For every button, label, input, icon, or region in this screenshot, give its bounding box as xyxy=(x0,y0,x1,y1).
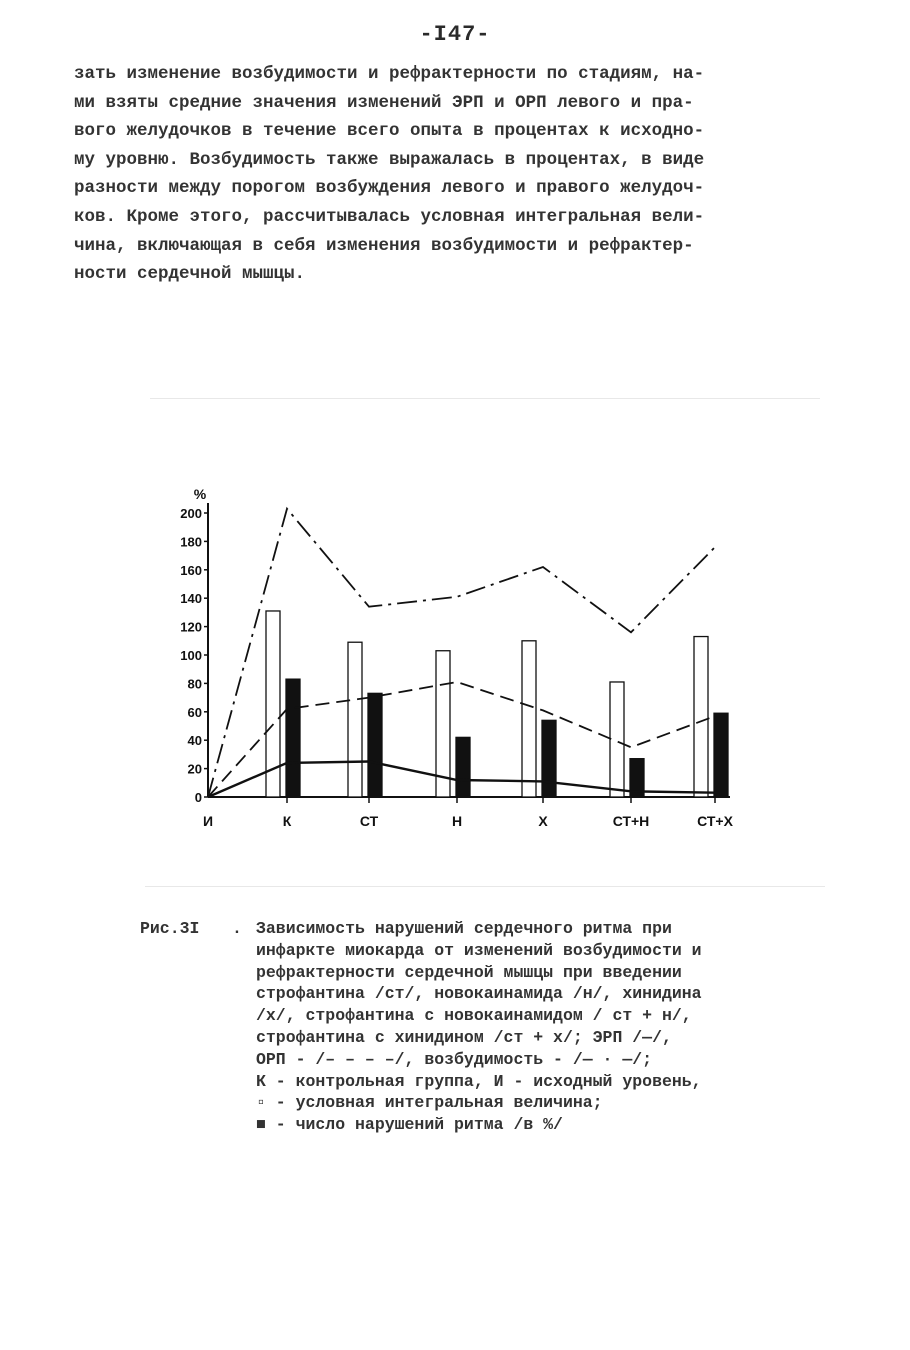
x-tick-label: СТ xyxy=(359,813,379,829)
caption-line: Зависимость нарушений сердечного ритма при xyxy=(256,919,672,938)
integral-value-bar xyxy=(348,642,362,797)
y-tick-label: 160 xyxy=(180,562,202,578)
x-axis xyxy=(203,797,734,829)
caption-line: строфантина /ст/, новокаинамида /н/, хинидина xyxy=(256,984,702,1004)
caption-line: рефрактерности сердечной мышцы при введении xyxy=(256,962,682,982)
integral-value-bar xyxy=(610,682,624,797)
body-line: разности между порогом возбуждения левого и правого желудоч- xyxy=(74,178,705,199)
x-tick-label: СТ+Н xyxy=(612,813,650,829)
body-line: чина, включающая в себя изменения возбудимости и рефрактер- xyxy=(74,235,694,256)
y-tick-label: 200 xyxy=(180,506,202,521)
integral-value-bar xyxy=(694,637,708,797)
arrhythmia-count-bar xyxy=(368,693,382,797)
body-line: вого желудочков в течение всего опыта в процентах к исходно- xyxy=(74,121,705,142)
bar-series xyxy=(266,611,728,797)
y-tick-label: 140 xyxy=(180,591,202,607)
x-tick-label: И xyxy=(202,813,214,829)
y-tick-label: 80 xyxy=(187,676,202,692)
x-tick-label: Н xyxy=(451,813,463,829)
caption-line: строфантина с хинидином /ст + х/; ЭРП /—/, xyxy=(256,1027,672,1047)
caption-line: инфаркте миокарда от изменений возбудимости и xyxy=(256,940,702,960)
y-tick-label: 0 xyxy=(194,790,202,805)
y-tick-label: 40 xyxy=(187,733,202,749)
figure-chart xyxy=(170,470,770,850)
y-tick-label: 60 xyxy=(187,704,202,720)
body-line: зать изменение возбудимости и рефрактерности по стадиям, на- xyxy=(74,64,705,84)
x-tick-label: СТ+Х xyxy=(697,813,733,829)
y-axis-label: % xyxy=(193,486,207,502)
figure-bottom-rule xyxy=(145,886,825,887)
figure-label-separator: . xyxy=(232,919,242,938)
y-axis xyxy=(180,486,208,805)
y-tick-label: 180 xyxy=(180,534,202,550)
figure-top-rule xyxy=(150,398,820,399)
y-tick-label: 100 xyxy=(180,648,202,663)
x-tick-label: Х xyxy=(538,813,548,829)
body-line: ков. Кроме этого, рассчитывалась условная интегральная вели- xyxy=(74,206,705,227)
arrhythmia-count-bar xyxy=(456,737,470,797)
page-number: -I47- xyxy=(419,22,491,47)
arrhythmia-count-bar xyxy=(542,720,556,797)
body-line: ми взяты средние значения изменений ЭРП и ОРП левого и пра- xyxy=(74,92,694,113)
body-line: ности сердечной мышцы. xyxy=(74,264,306,285)
body-paragraph xyxy=(74,60,844,289)
integral-value-bar xyxy=(522,641,536,797)
caption-line: ▫ - условная интегральная величина; xyxy=(256,1093,603,1113)
caption-text xyxy=(256,918,856,1136)
caption-line: ■ - число нарушений ритма /в %/ xyxy=(256,1115,563,1135)
y-tick-label: 20 xyxy=(187,761,202,777)
body-line: му уровню. Возбудимость также выражалась в процентах, в виде xyxy=(74,149,705,170)
caption-line: /х/, строфантина с новокаинамидом / ст + н/, xyxy=(256,1006,692,1026)
figure-label: Рис.3I xyxy=(140,919,200,938)
arrhythmia-count-bar xyxy=(286,679,300,797)
x-tick-label: К xyxy=(282,813,292,829)
caption-line: К - контрольная группа, И - исходный уровень, xyxy=(256,1071,702,1091)
y-tick-label: 120 xyxy=(180,619,202,635)
caption-line: ОРП - /– – – –/, возбудимость - /— · —/; xyxy=(256,1049,653,1069)
arrhythmia-count-bar xyxy=(714,713,728,797)
